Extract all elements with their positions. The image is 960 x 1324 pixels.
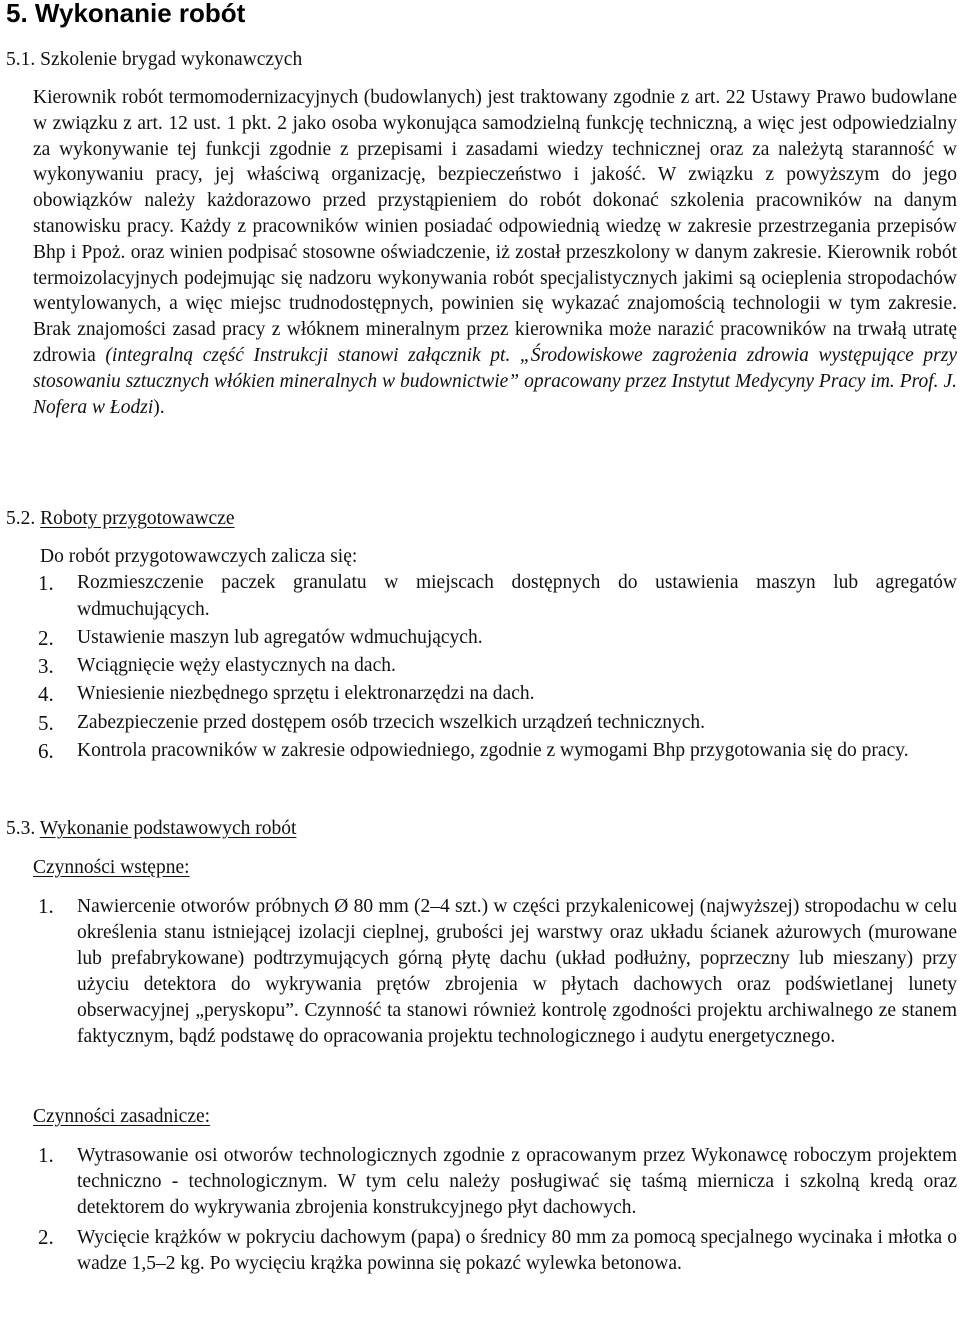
list-item-text: Kontrola pracowników w zakresie odpowiedniego, zgodnie z wymogami Bhp przygotowania się do pracy.: [77, 739, 909, 761]
list-item: [0, 1225, 957, 1277]
list-item-number: 5.: [38, 710, 54, 735]
list-item-text: Wytrasowanie osi otworów technologicznych zgodnie z opracowanym przez Wykonawcę roboczym projektem techniczno - technologicznym. W tym celu należy posługiwać się taśmą miernicza i szkolną kredą oraz detektorem do wykrywania zbrojenia konstrukcyjnego płyt dachowych.: [77, 1145, 957, 1218]
list-item-number: 1.: [38, 894, 54, 918]
list-item: [0, 894, 957, 1049]
list-item-number: 6.: [38, 738, 54, 763]
prelim-heading: Czynności wstępne:: [33, 857, 190, 878]
list-item-text: Wycięcie krążków w pokryciu dachowym (papa) o średnicy 80 mm za pomocą specjalnego wycinaka i młotka o wadze 1,5–2 kg. Po wycięciu krążka powinna się pokazć wylewka betonowa.: [77, 1226, 957, 1274]
list-item-number: 2.: [38, 625, 54, 650]
list-item-number: 1.: [38, 571, 54, 595]
list-item-text: Zabezpieczenie przed dostępem osób trzecich wszelkich urządzeń technicznych.: [77, 711, 706, 733]
main-heading: Czynności zasadnicze:: [33, 1106, 211, 1127]
list-item-number: 4.: [38, 682, 54, 707]
list-item-text: Ustawienie maszyn lub agregatów wdmuchujących.: [77, 626, 483, 648]
paragraph-training-main: Kierownik robót termomodernizacyjnych (budowlanych) jest traktowany zgodnie z art. 22 Ustawy Prawo budowlane w związku z art. 12 ust. 1 pkt. 2 jako osoba wykonująca samodzielną funkcję techniczną, a więc jest odpowiedzialny za wykonywanie tej funkcji zgodnie z przepisami i zasadami wiedzy technicznej oraz za należytą staranność w wykonywaniu pracy, jej właściwą organizację, bezpieczeństwo i jakość. W związku z powyższym do jego obowiązków należy każdorazowo przed przystąpieniem do robót dokonać szkolenia pracowników na danym stanowisku pracy. Każdy z pracowników winien posiadać odpowiednią wiedzę w zakresie przestrzegania przepisów Bhp i Ppoż. oraz winien podpisać stosowne oświadczenie, iż został przeszkolony w danym zakresie. Kierownik robót termoizolacyjnych podejmując się nadzoru wykonywania robót specjalistycznych jakimi są ocieplenia stropodachów wentylowanych, a więc miejsc trudnodostępnych, powinien się wykazać znajomością technologii w tym zakresie. Brak znajomości zasad pracy z włóknem mineralnym przez kierownika może narazić pracowników na trwałą utratę zdrowia: [33, 87, 957, 366]
main-list: [0, 1143, 957, 1281]
heading-5-3-text: Wykonanie podstawowych robót: [39, 818, 297, 839]
list-item: [0, 570, 957, 623]
preparatory-list: [0, 570, 957, 766]
paragraph-training: [33, 85, 957, 420]
list-item-text: Nawiercenie otworów próbnych Ø 80 mm (2–4 szt.) w części przykalenicowej (najwyższej) stropodachu w celu określenia stanu istniejącej izolacji cieplnej, grubości jej warstwy oraz układu ścianek ażurowych (murowane lub prefabrykowane) podtrzymujących górną płytę dachu (układ podłużny, poprzeczny lub mieszany) przy użyciu detektora do wykrywania prętów zbrojenia w płytach dachowych oraz podświetlanej lunety obserwacyjnej „peryskopu”. Czynność ta stanowi również kontrolę zgodności projektu archiwalnego ze stanem faktycznym, bądź podstawę do opracowania projektu technologicznego i audytu energetycznego.: [77, 896, 957, 1047]
list-item: [0, 653, 957, 680]
subsection-heading-5-2: [6, 506, 235, 532]
list-item: [0, 681, 957, 708]
list-item: [0, 625, 957, 652]
list-item-number: 1.: [38, 1143, 54, 1167]
list-item-text: Rozmieszczenie paczek granulatu w miejscach dostępnych do ustawienia maszyn lub agregatów wdmuchujących.: [77, 572, 957, 620]
list-item-number: 3.: [38, 654, 54, 679]
list-item-text: Wciągnięcie węży elastycznych na dach.: [77, 655, 396, 677]
list-item: [0, 710, 957, 737]
list-item: [0, 738, 957, 765]
preparatory-intro: Do robót przygotowawczych zalicza się:: [40, 546, 358, 567]
heading-5-3-number: 5.3.: [6, 818, 36, 839]
paragraph-training-italic: (integralną część Instrukcji stanowi załącznik pt. „Środowiskowe zagrożenia zdrowia występujące przy stosowaniu sztucznych włókien mineralnych w budownictwie” opracowany przez Instytut Medycyny Pracy im. Prof. J. Nofera w Łodzi: [33, 344, 957, 418]
paragraph-training-end: ).: [153, 396, 165, 418]
list-item-text: Wniesienie niezbędnego sprzętu i elektronarzędzi na dach.: [77, 683, 535, 705]
list-item-number: 2.: [38, 1224, 54, 1249]
heading-5-2-text: Roboty przygotowawcze: [40, 508, 235, 529]
subsection-heading-5-3: [6, 816, 296, 842]
section-title: 5. Wykonanie robót: [6, 0, 246, 28]
prelim-list: [0, 894, 957, 1053]
subsection-heading-5-1: 5.1. Szkolenie brygad wykonawczych: [6, 49, 303, 70]
list-item: [0, 1143, 957, 1221]
heading-5-2-number: 5.2.: [6, 508, 36, 529]
